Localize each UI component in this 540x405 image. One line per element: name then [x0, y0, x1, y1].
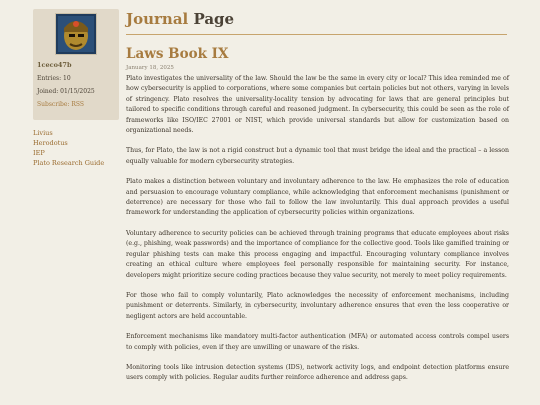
page-title — [126, 9, 509, 29]
joined-date: Joined: 01/15/2025 — [37, 88, 95, 95]
sidebar — [33, 9, 119, 168]
profile-card — [33, 9, 119, 120]
title-divider — [126, 34, 507, 35]
link-iep[interactable]: IEP — [33, 149, 45, 157]
post-body — [126, 74, 509, 384]
subscribe-rss-link[interactable]: Subscribe: RSS — [37, 101, 84, 108]
post-paragraph: Thus, for Plato, the law is not a rigid construct but a dynamic tool that must bridge the ideal and the practical – a lesson equally valuable for modern cybersecurity strategies. — [126, 147, 509, 165]
page-title-rest: Page — [188, 10, 235, 28]
sidebar-links — [33, 128, 119, 168]
post-paragraph: Voluntary adherence to security policies can be achieved through training programs that educate employees about risks (e.g., phishing, weak passwords) and the importance of compliance for the collective good. Tools like gamified training or regular phishing tests can make this process engaging and impactful. Encouraging voluntary compliance involves creating an ethical culture where employees feel personally responsible for maintaining security. For instance, developers might prioritize secure coding practices because they value security, not merely to meet policy requirements. — [126, 229, 509, 279]
post-paragraph: Plato investigates the universality of the law. Should the law be the same in every city or local? This idea reminded me of how cybersecurity is applied to corporations, where some companies but certain policies but not others, varying in levels of stringency. Plato resolves the universality-locality tension by advocating for laws that are general principles but tailored to specific conditions through careful and reasoned judgment. In cybersecurity, this could be seen as the role of frameworks like ISO/IEC 27001 or NIST, which provide universal standards but allow for customization based on organizational needs. — [126, 75, 509, 135]
avatar[interactable] — [55, 13, 97, 55]
post-title: Laws Book IX — [126, 46, 229, 62]
link-herodotus[interactable]: Herodotus — [33, 139, 68, 147]
post-paragraph: Plato makes a distinction between voluntary and involuntary adherence to the law. He emphasizes the role of education and persuasion to encourage voluntary compliance, while acknowledging that enforcement mechanisms (punishment or deterrence) are necessary for those who fail to follow the law involuntarily. This dual approach provides a useful framework for understanding the application of cybersecurity policies within organizations. — [126, 178, 509, 217]
page-title-accent: Journal — [126, 10, 189, 28]
main-content — [126, 9, 509, 390]
link-plato-research-guide[interactable]: Plato Research Guide — [33, 159, 105, 167]
post-paragraph: Monitoring tools like intrusion detection systems (IDS), network activity logs, and endpoint detection platforms ensure users comply with policies. Regular audits further reinforce adherence and address gaps. — [126, 363, 509, 382]
post-paragraph: Enforcement mechanisms like mandatory multi-factor authentication (MFA) or automated access controls compel users to comply with policies, even if they are unwilling or unaware of the risks. — [126, 333, 509, 351]
link-livius[interactable]: Livius — [33, 129, 53, 137]
entries-count: Entries: 10 — [37, 75, 71, 82]
username[interactable]: 1ceco47b — [37, 61, 72, 69]
post-paragraph: For those who fail to comply voluntarily, Plato acknowledges the necessity of enforcement mechanisms, including punishment or deterrents. Similarly, in cybersecurity, involuntary adherence ensures that even the less cooperative or negligent actors are held accountable. — [126, 291, 509, 320]
post-date: January 18, 2025 — [126, 65, 174, 71]
